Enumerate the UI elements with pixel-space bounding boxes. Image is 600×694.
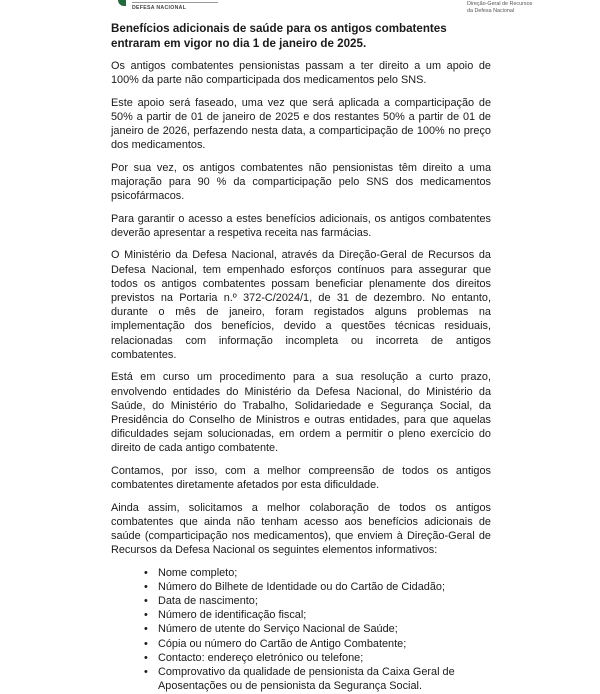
bullet-icon: • <box>144 609 148 622</box>
list-item-text: Contacto: endereço eletrónico ou telefone; <box>158 651 364 664</box>
document-body <box>111 21 491 694</box>
list-item-text: Número de utente do Serviço Nacional de Saúde; <box>158 623 398 636</box>
paragraph: Para garantir o acesso a estes benefícios adicionais, os antigos combatentes deverão apresentar a respetiva receita nas farmácias. <box>111 212 491 239</box>
list-item <box>111 594 491 608</box>
logo-divider <box>132 2 218 3</box>
bullet-icon: • <box>144 637 148 650</box>
logo-emblem-icon <box>118 0 126 6</box>
list-item <box>111 651 491 665</box>
logo-text: DEFESA NACIONAL <box>132 5 187 11</box>
bullet-icon: • <box>144 651 148 664</box>
bullet-icon: • <box>144 666 148 679</box>
list-item <box>111 580 491 594</box>
list-item-text: Número de identificação fiscal; <box>158 609 307 622</box>
bullet-icon: • <box>144 595 148 608</box>
list-item <box>111 608 491 622</box>
document-title: Benefícios adicionais de saúde para os antigos combatentes entraram em vigor no dia 1 de janeiro de 2025. <box>111 22 447 50</box>
paragraph: Os antigos combatentes pensionistas passam a ter direito a um apoio de 100% da parte não comparticipada dos medicamentos pelo SNS. <box>111 60 491 87</box>
bullet-icon: • <box>144 623 148 636</box>
list-item <box>111 665 491 693</box>
list-item <box>111 566 491 580</box>
list-item-text: Comprovativo da qualidade de pensionista da Caixa Geral de Aposentações ou de pensionista da Segurança Social. <box>158 666 455 693</box>
paragraph: Ainda assim, solicitamos a melhor colaboração de todos os antigos combatentes que ainda não tenham acesso aos benefícios adicionais de saúde (comparticipação nos medicamentos), que enviem à Direção-Geral de Recursos da Defesa Nacional os seguintes elementos informativos: <box>111 501 491 557</box>
defesa-nacional-logo <box>112 0 222 14</box>
dgrdn-logo-line-2: da Defesa Nacional <box>467 8 515 14</box>
list-item-text: Nome completo; <box>158 566 238 579</box>
list-item <box>111 637 491 651</box>
paragraph: Por sua vez, os antigos combatentes não pensionistas têm direito a uma majoração para 90 % da comparticipação pelo SNS dos medicamentos psicofármacos. <box>111 161 491 203</box>
list-item-text: Data de nascimento; <box>158 595 258 608</box>
paragraph: O Ministério da Defesa Nacional, através da Direção-Geral de Recursos da Defesa Nacional, tem empenhado esforços contínuos para assegurar que todos os antigos combatentes possam beneficiar plenamente dos direitos previstos na Portaria n.º 372-C/2024/1, de 31 de dezembro. No entanto, durante o mês de janeiro, foram registados alguns problemas na implementação dos benefícios, devido a questões técnicas residuais, relacionadas com informação incompleta ou incorreta de antigos combatentes. <box>111 249 491 361</box>
dgrdn-logo <box>467 1 532 15</box>
dgrdn-logo-line-1: Direção-Geral de Recursos <box>467 1 533 7</box>
list-item-text: Cópia ou número do Cartão de Antigo Combatente; <box>158 637 407 650</box>
paragraph: Está em curso um procedimento para a sua resolução a curto prazo, envolvendo entidades do Ministério da Defesa Nacional, do Ministério da Saúde, do Ministério do Trabalho, Solidariedade e Segurança Social, da Presidência do Conselho de Ministros e outras entidades, para que aquelas dificuldades sejam solucionadas, em ordem a permitir o pleno exercício do direito de cada antigo combatente. <box>111 371 491 455</box>
bullet-icon: • <box>144 580 148 593</box>
paragraph: Este apoio será faseado, uma vez que será aplicada a comparticipação de 50% a partir de 01 de janeiro de 2025 e dos restantes 50% a partir de 01 de janeiro de 2026, perfazendo nesta data, a comparticipação de 100% no preço dos medicamentos. <box>111 96 491 152</box>
paragraph: Contamos, por isso, com a melhor compreensão de todos os antigos combatentes diretamente afetados por esta dificuldade. <box>111 464 491 492</box>
list-item-text: Número do Bilhete de Identidade ou do Cartão de Cidadão; <box>158 580 445 593</box>
bullet-icon: • <box>144 566 148 579</box>
